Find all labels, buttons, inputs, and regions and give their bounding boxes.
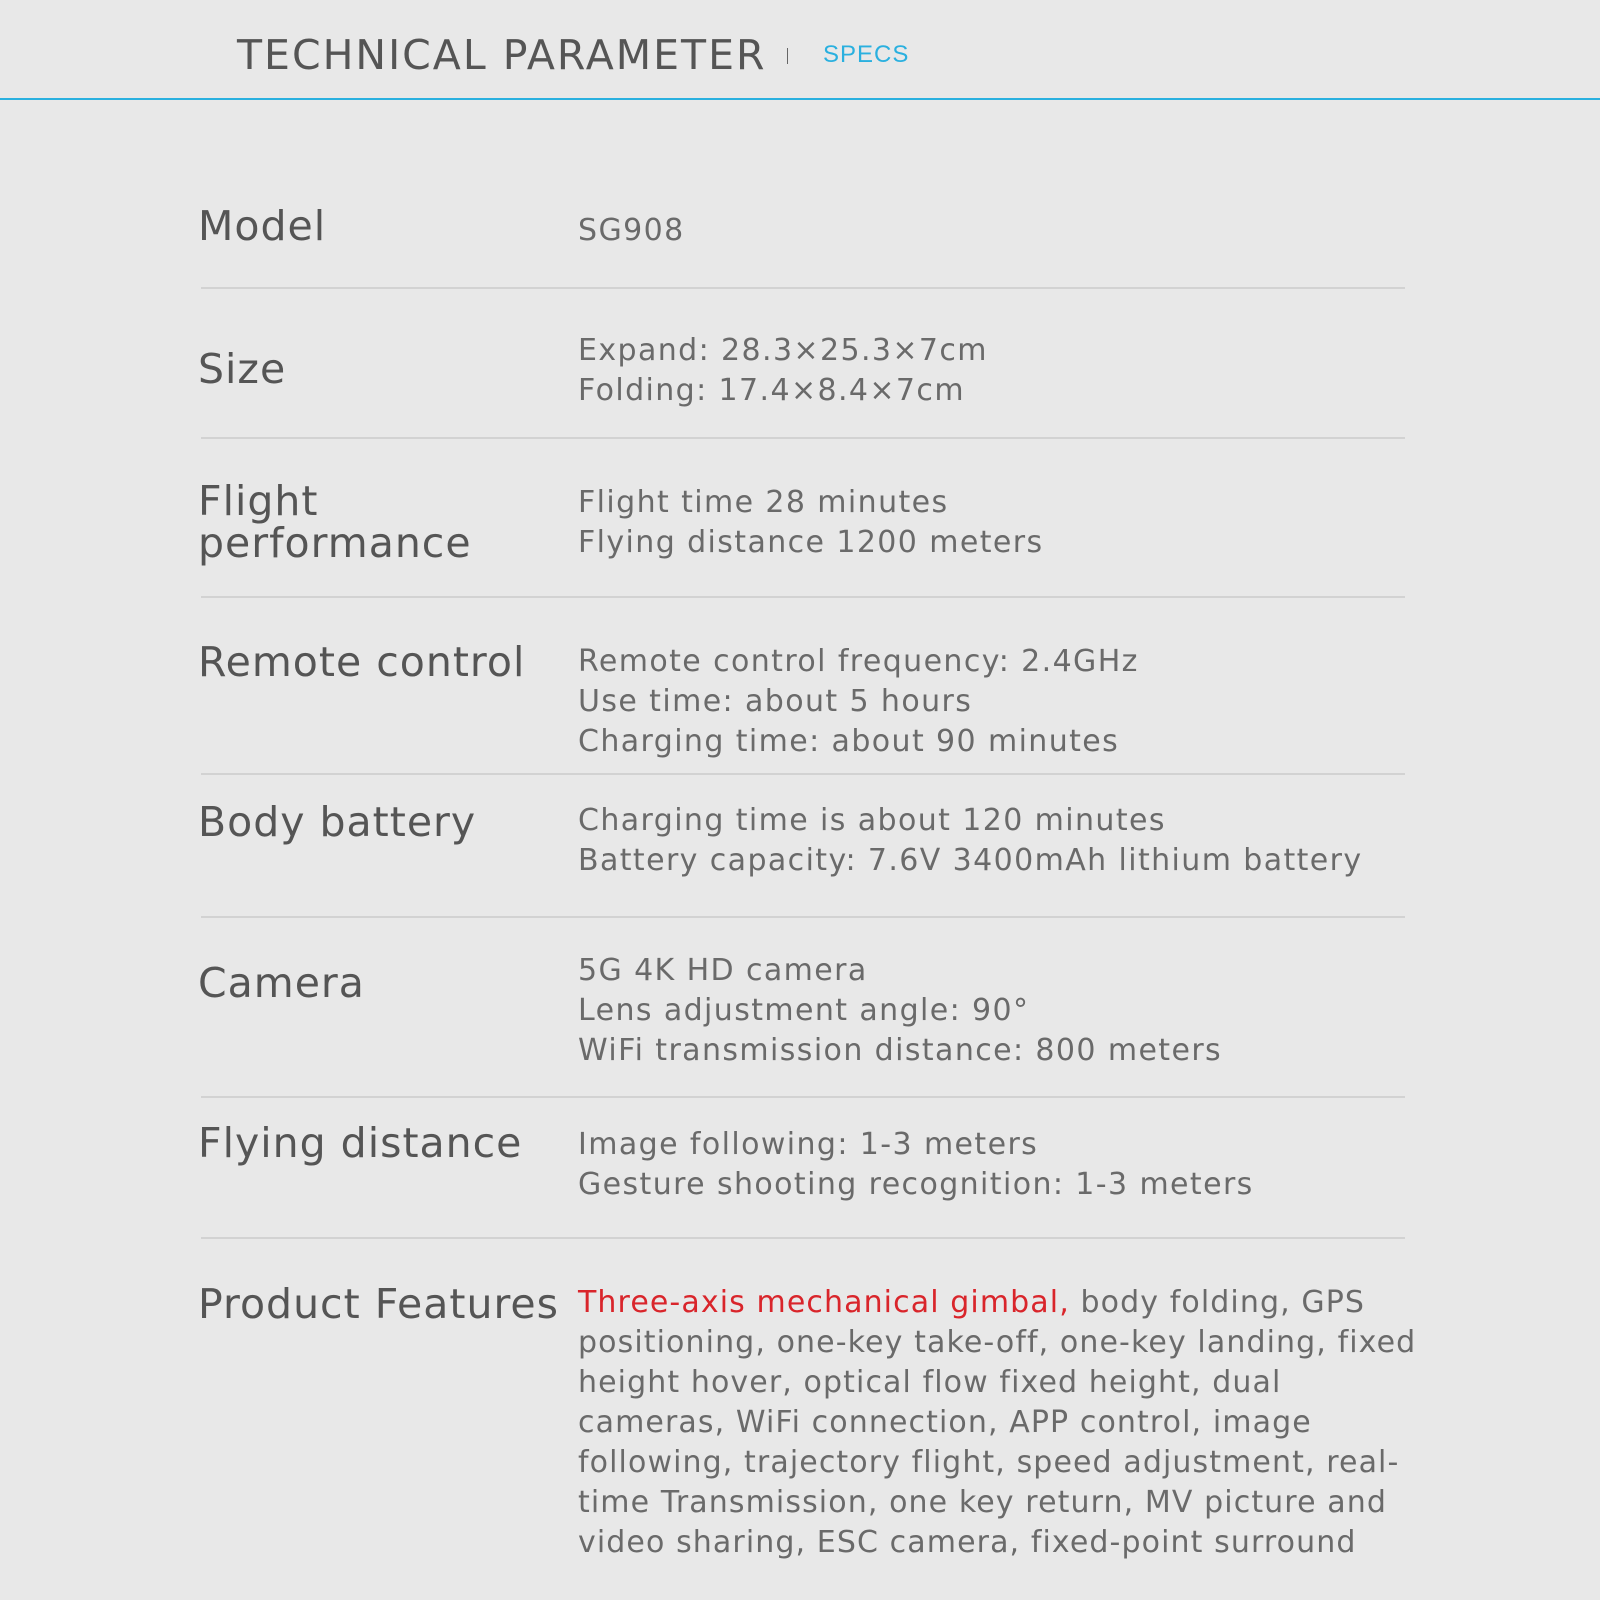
spec-label: Body battery [198,798,477,846]
spec-value-line: Gesture shooting recognition: 1-3 meters [578,1167,1254,1202]
page-title: TECHNICAL PARAMETER [237,31,767,79]
row-divider [201,773,1405,775]
features-text: body folding, GPS positioning, one-key take-off, one-key landing, fixed height hover, optical flow fixed height, dual cameras, WiFi connection, APP control, image following, trajectory flight, speed adjustment, real-time Transmission, one key return, MV picture and video sharing, ESC camera, fixed-point surround [578,1285,1417,1560]
row-divider [201,596,1405,598]
spec-label: Product Features [198,1280,559,1328]
row-divider [201,1096,1405,1098]
spec-value-line: Lens adjustment angle: 90° [578,993,1030,1028]
spec-value [578,211,685,251]
row-divider [201,437,1405,439]
spec-value-line: Battery capacity: 7.6V 3400mAh lithium battery [578,843,1363,878]
spec-label: Size [198,345,287,393]
spec-label: Camera [198,959,365,1007]
spec-label: Remote control [198,638,526,686]
spec-value-line: Expand: 28.3×25.3×7cm [578,333,988,368]
row-divider [201,1237,1405,1239]
spec-label: Model [198,202,327,250]
spec-value-line: Remote control frequency: 2.4GHz [578,644,1139,679]
spec-label-line: Flight [198,477,319,525]
features-highlight: Three-axis mechanical gimbal, [578,1285,1070,1320]
spec-value-line: Folding: 17.4×8.4×7cm [578,373,965,408]
spec-label-line: performance [198,519,472,567]
row-divider [201,916,1405,918]
spec-label [198,477,472,567]
title-separator [787,48,788,64]
spec-value-line: SG908 [578,213,685,248]
spec-value [578,483,1043,563]
spec-value-line: 5G 4K HD camera [578,953,868,988]
spec-label: Flying distance [198,1119,523,1167]
page-subtitle: SPECS [823,41,910,68]
spec-value-line: Use time: about 5 hours [578,684,973,719]
spec-value [578,1125,1254,1205]
row-divider [201,287,1405,289]
spec-value [578,801,1363,881]
spec-value-line: Flight time 28 minutes [578,485,949,520]
features-description [578,1283,1418,1563]
spec-value-line: Flying distance 1200 meters [578,525,1044,560]
spec-value-line: Charging time is about 120 minutes [578,803,1166,838]
spec-value [578,642,1139,762]
spec-value-line: WiFi transmission distance: 800 meters [578,1033,1223,1068]
spec-value [578,331,988,411]
spec-value [578,951,1222,1071]
spec-value-line: Image following: 1-3 meters [578,1127,1039,1162]
page-header [0,0,1600,100]
spec-value-line: Charging time: about 90 minutes [578,724,1120,759]
